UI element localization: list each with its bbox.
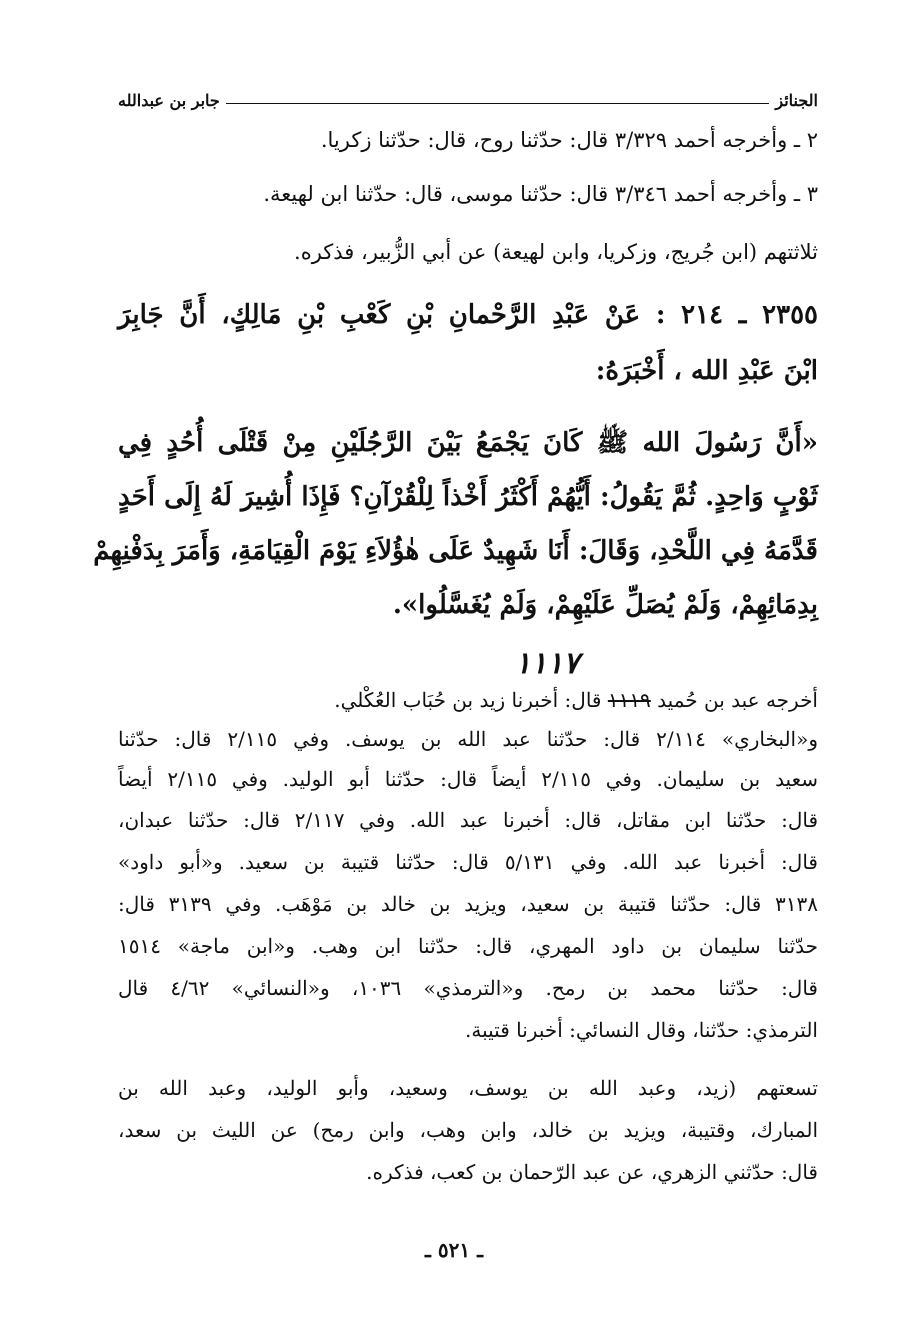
takhrij-line: حدّثنا سليمان بن داود المهري، قال: حدّثنا ابن وهب. و«ابن ماجة» ١٥١٤	[118, 934, 818, 958]
hadith-isnad-end: ابْنَ عَبْدِ الله ، أَخْبَرَهُ:	[595, 356, 818, 386]
header-narrator-name: جابر بن عبدالله	[118, 91, 220, 110]
summary-line: تسعتهم (زيد، وعبد الله بن يوسف، وسعيد، وأبو الوليد، وعبد الله بن	[118, 1076, 818, 1100]
takhrij-line: ٣١٣٨ قال: حدّثنا قتيبة بن سعيد، ويزيد بن خالد بن مَوْهَب. وفي ٣١٣٩ قال:	[118, 892, 819, 916]
takhrij-line: قال: حدّثنا محمد بن رمح. و«الترمذي» ١٠٣٦، و«النسائي» ٤/٦٢ قال	[118, 976, 818, 1000]
handwritten-margin-number: ١١١٧	[514, 646, 580, 681]
hadith-text-line: بِدِمَائِهِمْ، وَلَمْ يُصَلِّ عَلَيْهِمْ، وَلَمْ يُغَسَّلُوا».	[392, 590, 818, 620]
takhrij-line: الترمذي: حدّثنا، وقال النسائي: أخبرنا قتيبة.	[465, 1018, 818, 1042]
takhrij-first-line-end: قال: أخبرنا زيد بن حُبَاب العُكْلي.	[334, 688, 602, 712]
takhrij-line: سعيد بن سليمان. وفي ٢/١١٥ أيضاً قال: حدّثنا أبو الوليد. وفي ٢/١١٥ أيضاً	[118, 767, 819, 791]
takhrij-first-line	[118, 688, 818, 712]
header-rule	[226, 103, 770, 104]
hadith-text-line: ثَوْبٍ وَاحِدٍ. ثُمَّ يَقُولُ: أَيُّهُمْ أَكْثَرُ أَخْذاً لِلْقُرْآنِ؟ فَإِذَا أُشِيرَ لَهُ إِلَى أَحَدٍ	[118, 482, 818, 512]
page-number: ـ ٥٢١ ـ	[425, 1238, 483, 1262]
takhrij-line: و«البخاري» ٢/١١٤ قال: حدّثنا عبد الله بن يوسف. وفي ٢/١١٥ قال: حدّثنا	[118, 727, 818, 751]
hadith-text-line: «أَنَّ رَسُولَ الله ﷺ كَانَ يَجْمَعُ بَيْنَ الرَّجُلَيْنِ مِنْ قَتْلَى أُحُدٍ فِي	[118, 428, 818, 458]
header-section-title: الجنائز	[775, 91, 818, 110]
takhrij-first-line-start: أخرجه عبد بن حُميد	[657, 688, 818, 712]
hadith-number-and-isnad: ٢٣٥٥ ـ ٢١٤ : عَنْ عَبْدِ الرَّحْمانِ بْنِ كَعْبِ بْنِ مَالِكٍ، أَنَّ جَابِرَ	[118, 300, 818, 330]
running-header	[118, 84, 818, 110]
summary-line: المبارك، وقتيبة، ويزيد بن خالد، وابن وهب، وابن رمح) عن الليث بن سعد،	[118, 1118, 818, 1142]
summary-line: قال: حدّثني الزهري، عن عبد الرّحمان بن كعب، فذكره.	[366, 1160, 818, 1184]
takhrij-line: قال: حدّثنا ابن مقاتل، قال: أخبرنا عبد الله. وفي ٢/١١٧ قال: حدّثنا عبدان،	[118, 808, 819, 832]
struck-out-number: ١١١٩	[607, 688, 651, 712]
source-line: ٣ ـ وأخرجه أحمد ٣/٣٤٦ قال: حدّثنا موسى، قال: حدّثنا ابن لهيعة.	[263, 182, 818, 206]
source-summary-line: ثلاثتهم (ابن جُريج، وزكريا، وابن لهيعة) عن أبي الزُّبير، فذكره.	[294, 240, 818, 264]
source-line: ٢ ـ وأخرجه أحمد ٣/٣٢٩ قال: حدّثنا روح، قال: حدّثنا زكريا.	[320, 128, 818, 152]
takhrij-line: قال: أخبرنا عبد الله. وفي ٥/١٣١ قال: حدّثنا قتيبة بن سعيد. و«أبو داود»	[118, 850, 818, 874]
hadith-text-line: قَدَّمَهُ فِي اللَّحْدِ، وَقَالَ: أَنَا شَهِيدٌ عَلَى هٰؤُلاَءِ يَوْمَ الْقِيَامَةِ، وَأَمَرَ بِدَفْنِهِمْ	[93, 536, 818, 566]
